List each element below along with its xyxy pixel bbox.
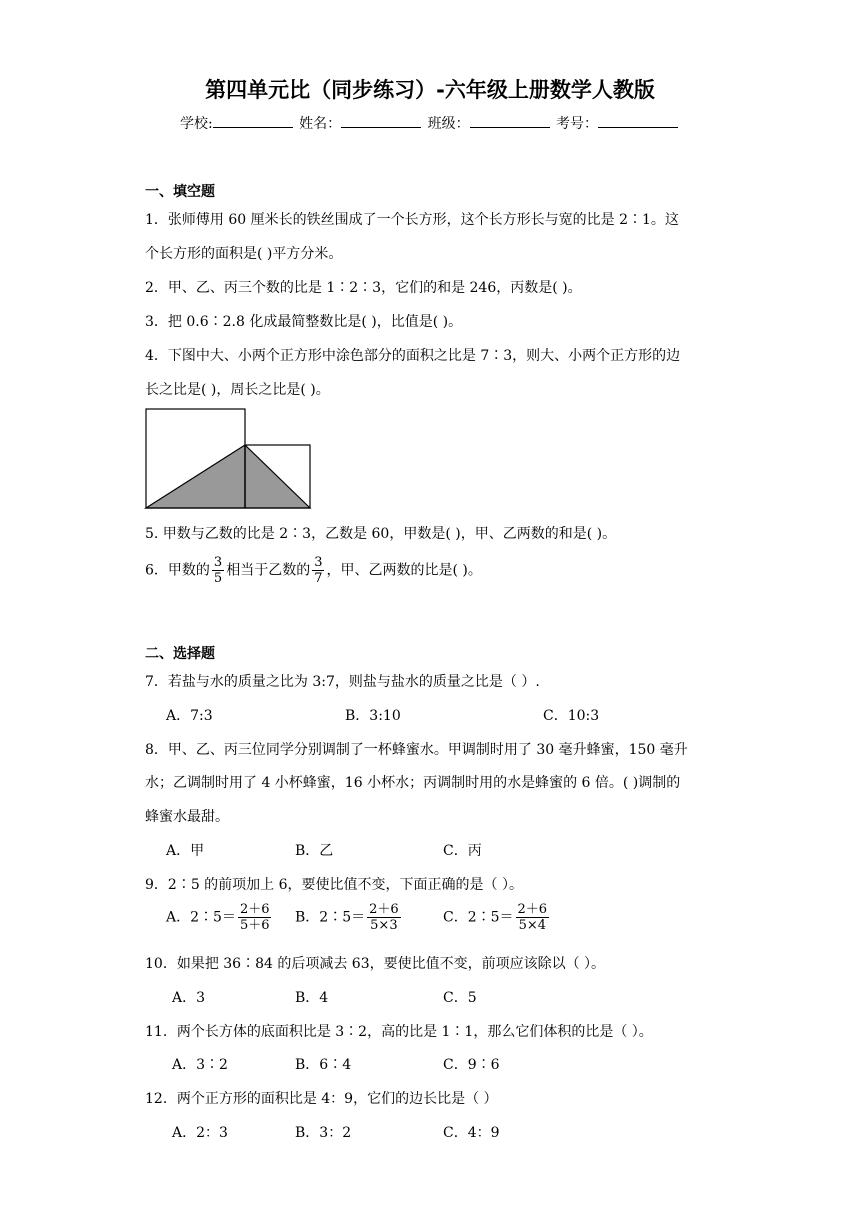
q7-option-a[interactable]: A．7:3	[166, 708, 213, 724]
q9-c-prefix: C．2∶5＝	[443, 909, 514, 926]
name-blank[interactable]	[341, 113, 421, 128]
fraction-denominator: 5×4	[518, 918, 547, 933]
fraction-numerator: 2＋6	[239, 902, 270, 917]
question-3: 3．把 0.6∶2.8 化成最简整数比是( )，比值是( )。	[145, 314, 463, 330]
question-8-line-3: 蜂蜜水最甜。	[145, 809, 229, 825]
name-label: 姓名：	[299, 116, 342, 132]
question-4-line-2: 长之比是( )，周长之比是( )。	[145, 382, 330, 398]
question-1-line-1: 1．张师傅用 60 厘米长的铁丝围成了一个长方形，这个长方形长与宽的比是 2∶1。这	[145, 212, 679, 228]
q12-option-b[interactable]: B．3：2	[295, 1125, 352, 1141]
fraction-numerator: 2＋6	[369, 902, 399, 917]
q9-b-fraction	[367, 902, 401, 933]
school-label: 学校:	[179, 116, 213, 132]
question-8-line-1: 8．甲、乙、丙三位同学分别调制了一杯蜂蜜水。甲调制时用了 30 毫升蜂蜜，150 毫升	[145, 742, 688, 758]
student-info-line	[0, 113, 860, 133]
q7-option-b[interactable]: B．3:10	[345, 708, 401, 724]
q9-option-b[interactable]	[295, 902, 403, 933]
section-heading-multiple-choice: 二、选择题	[145, 646, 215, 662]
question-11: 11．两个长方体的底面积比是 3∶2，高的比是 1∶1，那么它们体积的比是（ ）。	[145, 1024, 653, 1040]
q11-option-c[interactable]: C．9∶6	[443, 1057, 500, 1073]
q8-option-b[interactable]: B．乙	[295, 843, 334, 859]
question-10: 10．如果把 36∶84 的后项减去 63，要使比值不变，前项应该除以（ ）。	[145, 956, 606, 972]
exam-no-label: 考号：	[556, 116, 599, 132]
fraction-3-7	[312, 555, 324, 586]
question-1-line-2: 个长方形的面积是( )平方分米。	[145, 246, 343, 262]
q10-option-b[interactable]: B．4	[295, 990, 329, 1006]
q9-a-fraction	[238, 902, 272, 933]
q9-a-prefix: A．2∶5＝	[166, 909, 236, 926]
question-5: 5. 甲数与乙数的比是 2∶3，乙数是 60，甲数是( )，甲、乙两数的和是( )。	[145, 526, 617, 542]
question-6	[145, 555, 482, 586]
q9-option-c[interactable]	[443, 902, 551, 933]
class-blank[interactable]	[470, 113, 550, 128]
q11-option-a[interactable]: A．3∶2	[172, 1057, 228, 1073]
fraction-3-5	[212, 555, 224, 586]
school-blank[interactable]	[213, 113, 293, 128]
fraction-numerator: 3	[213, 555, 223, 570]
section-heading-fill-blank: 一、填空题	[145, 184, 215, 200]
question-2: 2．甲、乙、丙三个数的比是 1∶2∶3，它们的和是 246，丙数是( )。	[145, 280, 582, 296]
class-label: 班级：	[427, 116, 470, 132]
q11-option-b[interactable]: B．6∶4	[295, 1057, 352, 1073]
exam-no-blank[interactable]	[598, 113, 678, 128]
question-9: 9．2∶5 的前项加上 6，要使比值不变，下面正确的是（ ）。	[145, 877, 523, 893]
q8-option-a[interactable]: A．甲	[166, 843, 205, 859]
q12-option-a[interactable]: A．2：3	[172, 1125, 228, 1141]
squares-figure	[144, 406, 314, 512]
fraction-denominator: 5×3	[370, 918, 398, 933]
q10-option-c[interactable]: C．5	[443, 990, 477, 1006]
q6-text-mid: 相当于乙数的	[226, 562, 311, 579]
q9-option-a[interactable]	[166, 902, 273, 933]
q12-option-c[interactable]: C．4：9	[443, 1125, 500, 1141]
q9-b-prefix: B．2∶5＝	[295, 909, 366, 926]
fraction-denominator: 7	[314, 571, 323, 586]
q9-c-fraction	[516, 902, 550, 933]
q10-option-a[interactable]: A．3	[172, 990, 206, 1006]
q7-option-c[interactable]: C．10:3	[543, 708, 600, 724]
fraction-denominator: 5＋6	[239, 918, 270, 933]
question-4-line-1: 4．下图中大、小两个正方形中涂色部分的面积之比是 7∶3，则大、小两个正方形的边	[145, 348, 681, 364]
question-8-line-2: 水；乙调制时用了 4 小杯蜂蜜，16 小杯水；丙调制时用的水是蜂蜜的 6 倍。( )调制的	[145, 775, 681, 791]
fraction-numerator: 2＋6	[517, 902, 548, 917]
question-12: 12．两个正方形的面积比是 4：9，它们的边长比是（ ）	[145, 1091, 498, 1107]
q6-text-pre: 6．甲数的	[145, 562, 210, 579]
fraction-denominator: 5	[213, 571, 223, 586]
q8-option-c[interactable]: C．丙	[443, 843, 482, 859]
page-title: 第四单元比（同步练习）-六年级上册数学人教版	[205, 78, 655, 102]
q6-text-post: ，甲、乙两数的比是( )。	[326, 562, 482, 579]
shaded-triangle	[146, 445, 310, 508]
fraction-numerator: 3	[314, 555, 323, 570]
question-7: 7．若盐与水的质量之比为 3:7，则盐与盐水的质量之比是（ ）.	[145, 674, 540, 690]
